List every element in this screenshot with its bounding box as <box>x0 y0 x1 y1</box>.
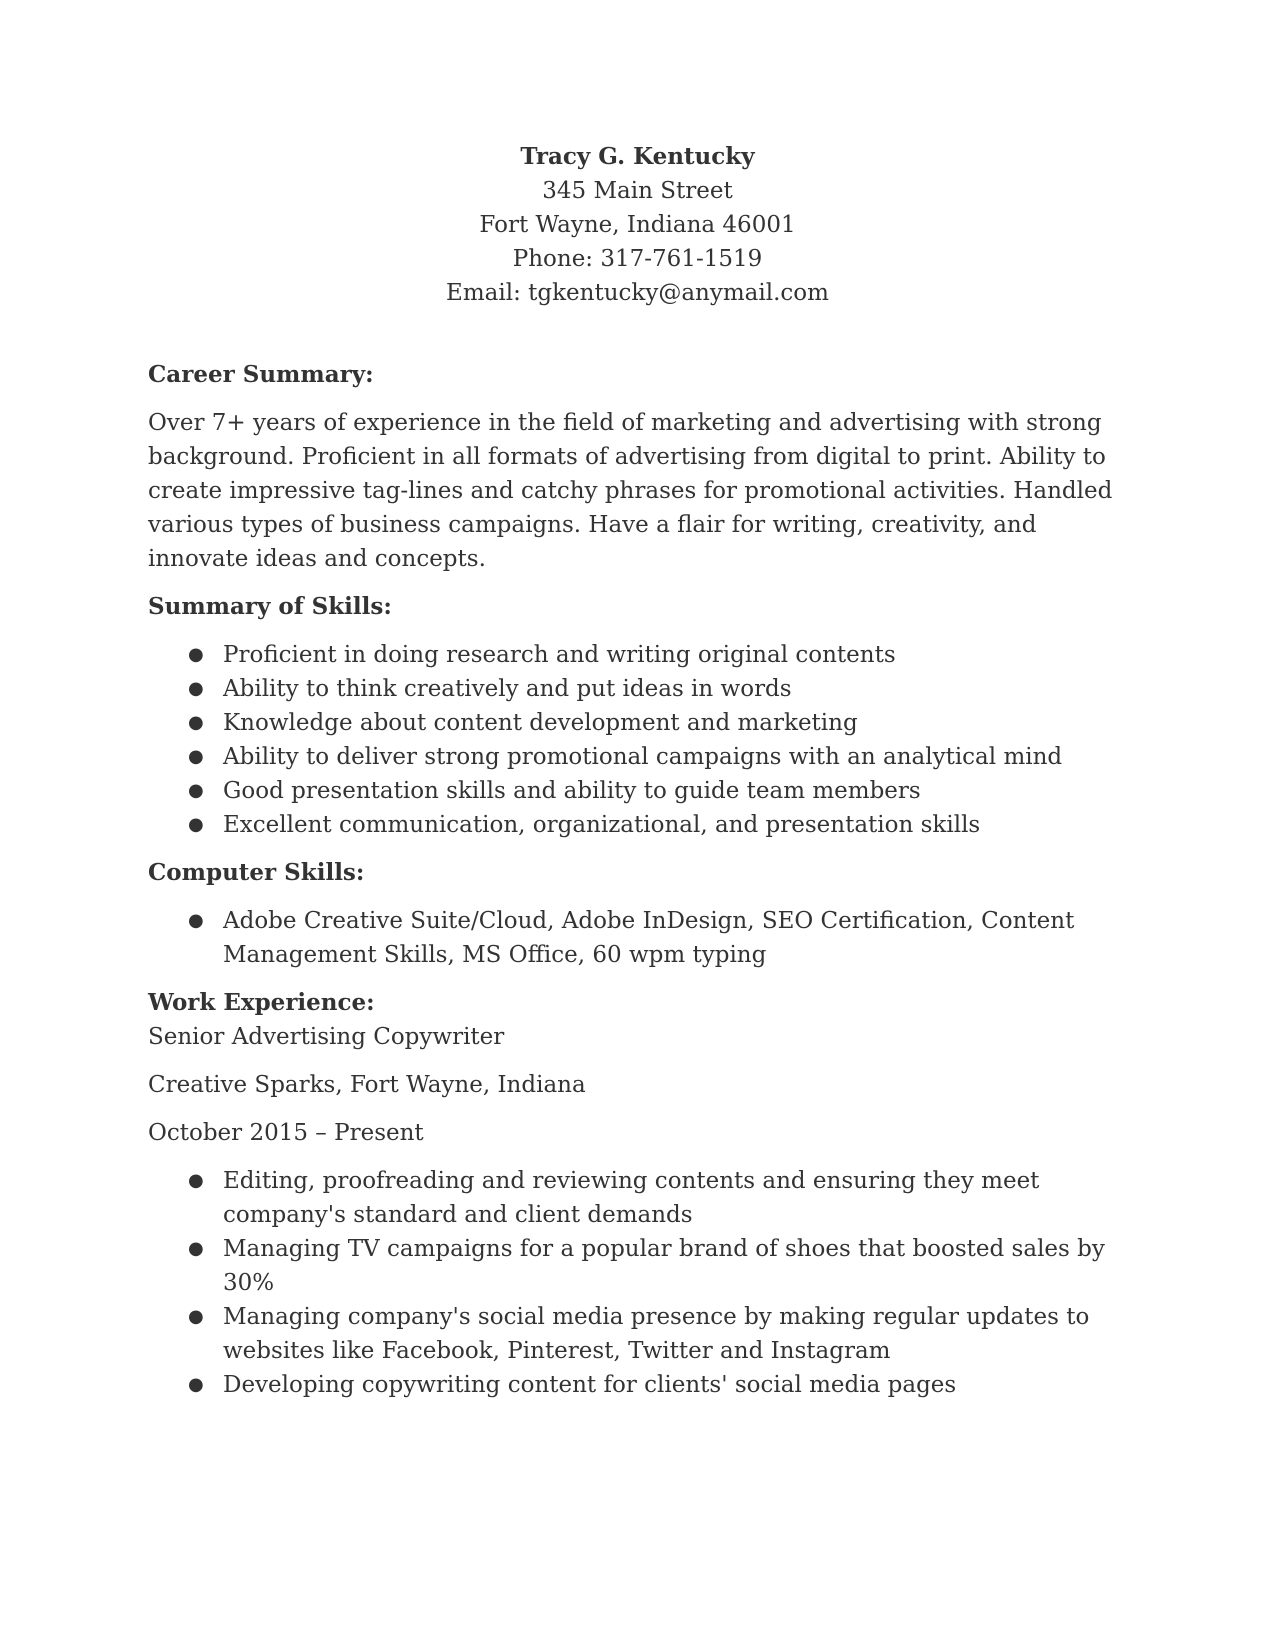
list-item <box>148 672 1128 706</box>
list-item-text: Ability to think creatively and put ideas in words <box>223 676 792 702</box>
list-item-text: Adobe Creative Suite/Cloud, Adobe InDesign, SEO Certification, Content Management Skills, MS Office, 60 wpm typing <box>223 908 1075 968</box>
career-summary-section <box>148 358 1128 576</box>
list-item-text: Excellent communication, organizational, and presentation skills <box>223 812 981 838</box>
list-item <box>148 638 1128 672</box>
bullet-icon: ● <box>188 814 204 835</box>
list-item <box>148 1368 1128 1402</box>
computer-skills-heading: Computer Skills: <box>148 859 365 886</box>
list-item-text: Editing, proofreading and reviewing contents and ensuring they meet company's standard and client demands <box>223 1168 1040 1228</box>
list-item-text: Managing company's social media presence by making regular updates to websites like Facebook, Pinterest, Twitter and Instagram <box>223 1304 1090 1364</box>
list-item-text: Knowledge about content development and marketing <box>223 710 858 736</box>
employment-dates: October 2015 – Present <box>148 1120 424 1146</box>
bullet-icon: ● <box>188 746 204 767</box>
skills-heading: Summary of Skills: <box>148 593 392 620</box>
career-summary-heading: Career Summary: <box>148 361 374 388</box>
list-item <box>148 774 1128 808</box>
bullet-icon: ● <box>188 678 204 699</box>
list-item <box>148 904 1128 972</box>
list-item <box>148 1232 1128 1300</box>
company-location: Creative Sparks, Fort Wayne, Indiana <box>148 1072 586 1098</box>
phone-number: Phone: 317-761-1519 <box>512 246 763 272</box>
skills-section <box>148 590 1128 842</box>
computer-skills-section <box>148 856 1128 972</box>
bullet-icon: ● <box>188 1306 204 1327</box>
bullet-icon: ● <box>188 1170 204 1191</box>
contact-block <box>0 140 1275 310</box>
list-item-text: Proficient in doing research and writing original contents <box>223 642 896 668</box>
list-item <box>148 808 1128 842</box>
work-experience-list <box>148 1164 1128 1402</box>
list-item-text: Managing TV campaigns for a popular brand of shoes that boosted sales by 30% <box>223 1236 1105 1296</box>
candidate-name: Tracy G. Kentucky <box>520 143 755 170</box>
email-address: Email: tgkentucky@anymail.com <box>446 280 829 306</box>
computer-skills-list <box>148 904 1128 972</box>
bullet-icon: ● <box>188 712 204 733</box>
list-item-text: Ability to deliver strong promotional campaigns with an analytical mind <box>223 744 1063 770</box>
list-item <box>148 1164 1128 1232</box>
list-item-text: Developing copywriting content for clients' social media pages <box>223 1372 957 1398</box>
resume-page <box>148 140 1128 1402</box>
bullet-icon: ● <box>188 910 204 931</box>
work-experience-heading: Work Experience: <box>148 989 375 1016</box>
city-state-zip: Fort Wayne, Indiana 46001 <box>479 212 796 238</box>
list-item-text: Good presentation skills and ability to guide team members <box>223 778 921 804</box>
career-summary-text: Over 7+ years of experience in the field of marketing and advertising with strong background. Proficient in all formats of advertising from digital to print. Ability to create impressive tag-lines and catchy phrases for promotional activities. Handled various types of business campaigns. Have a flair for writing, creativity, and innovate ideas and concepts. <box>148 410 1113 572</box>
skills-list <box>148 638 1128 842</box>
job-title: Senior Advertising Copywriter <box>148 1024 505 1050</box>
list-item <box>148 1300 1128 1368</box>
list-item <box>148 740 1128 774</box>
bullet-icon: ● <box>188 780 204 801</box>
street-address: 345 Main Street <box>542 178 733 204</box>
work-experience-section <box>148 986 1128 1402</box>
bullet-icon: ● <box>188 1238 204 1259</box>
bullet-icon: ● <box>188 1374 204 1395</box>
bullet-icon: ● <box>188 644 204 665</box>
list-item <box>148 706 1128 740</box>
